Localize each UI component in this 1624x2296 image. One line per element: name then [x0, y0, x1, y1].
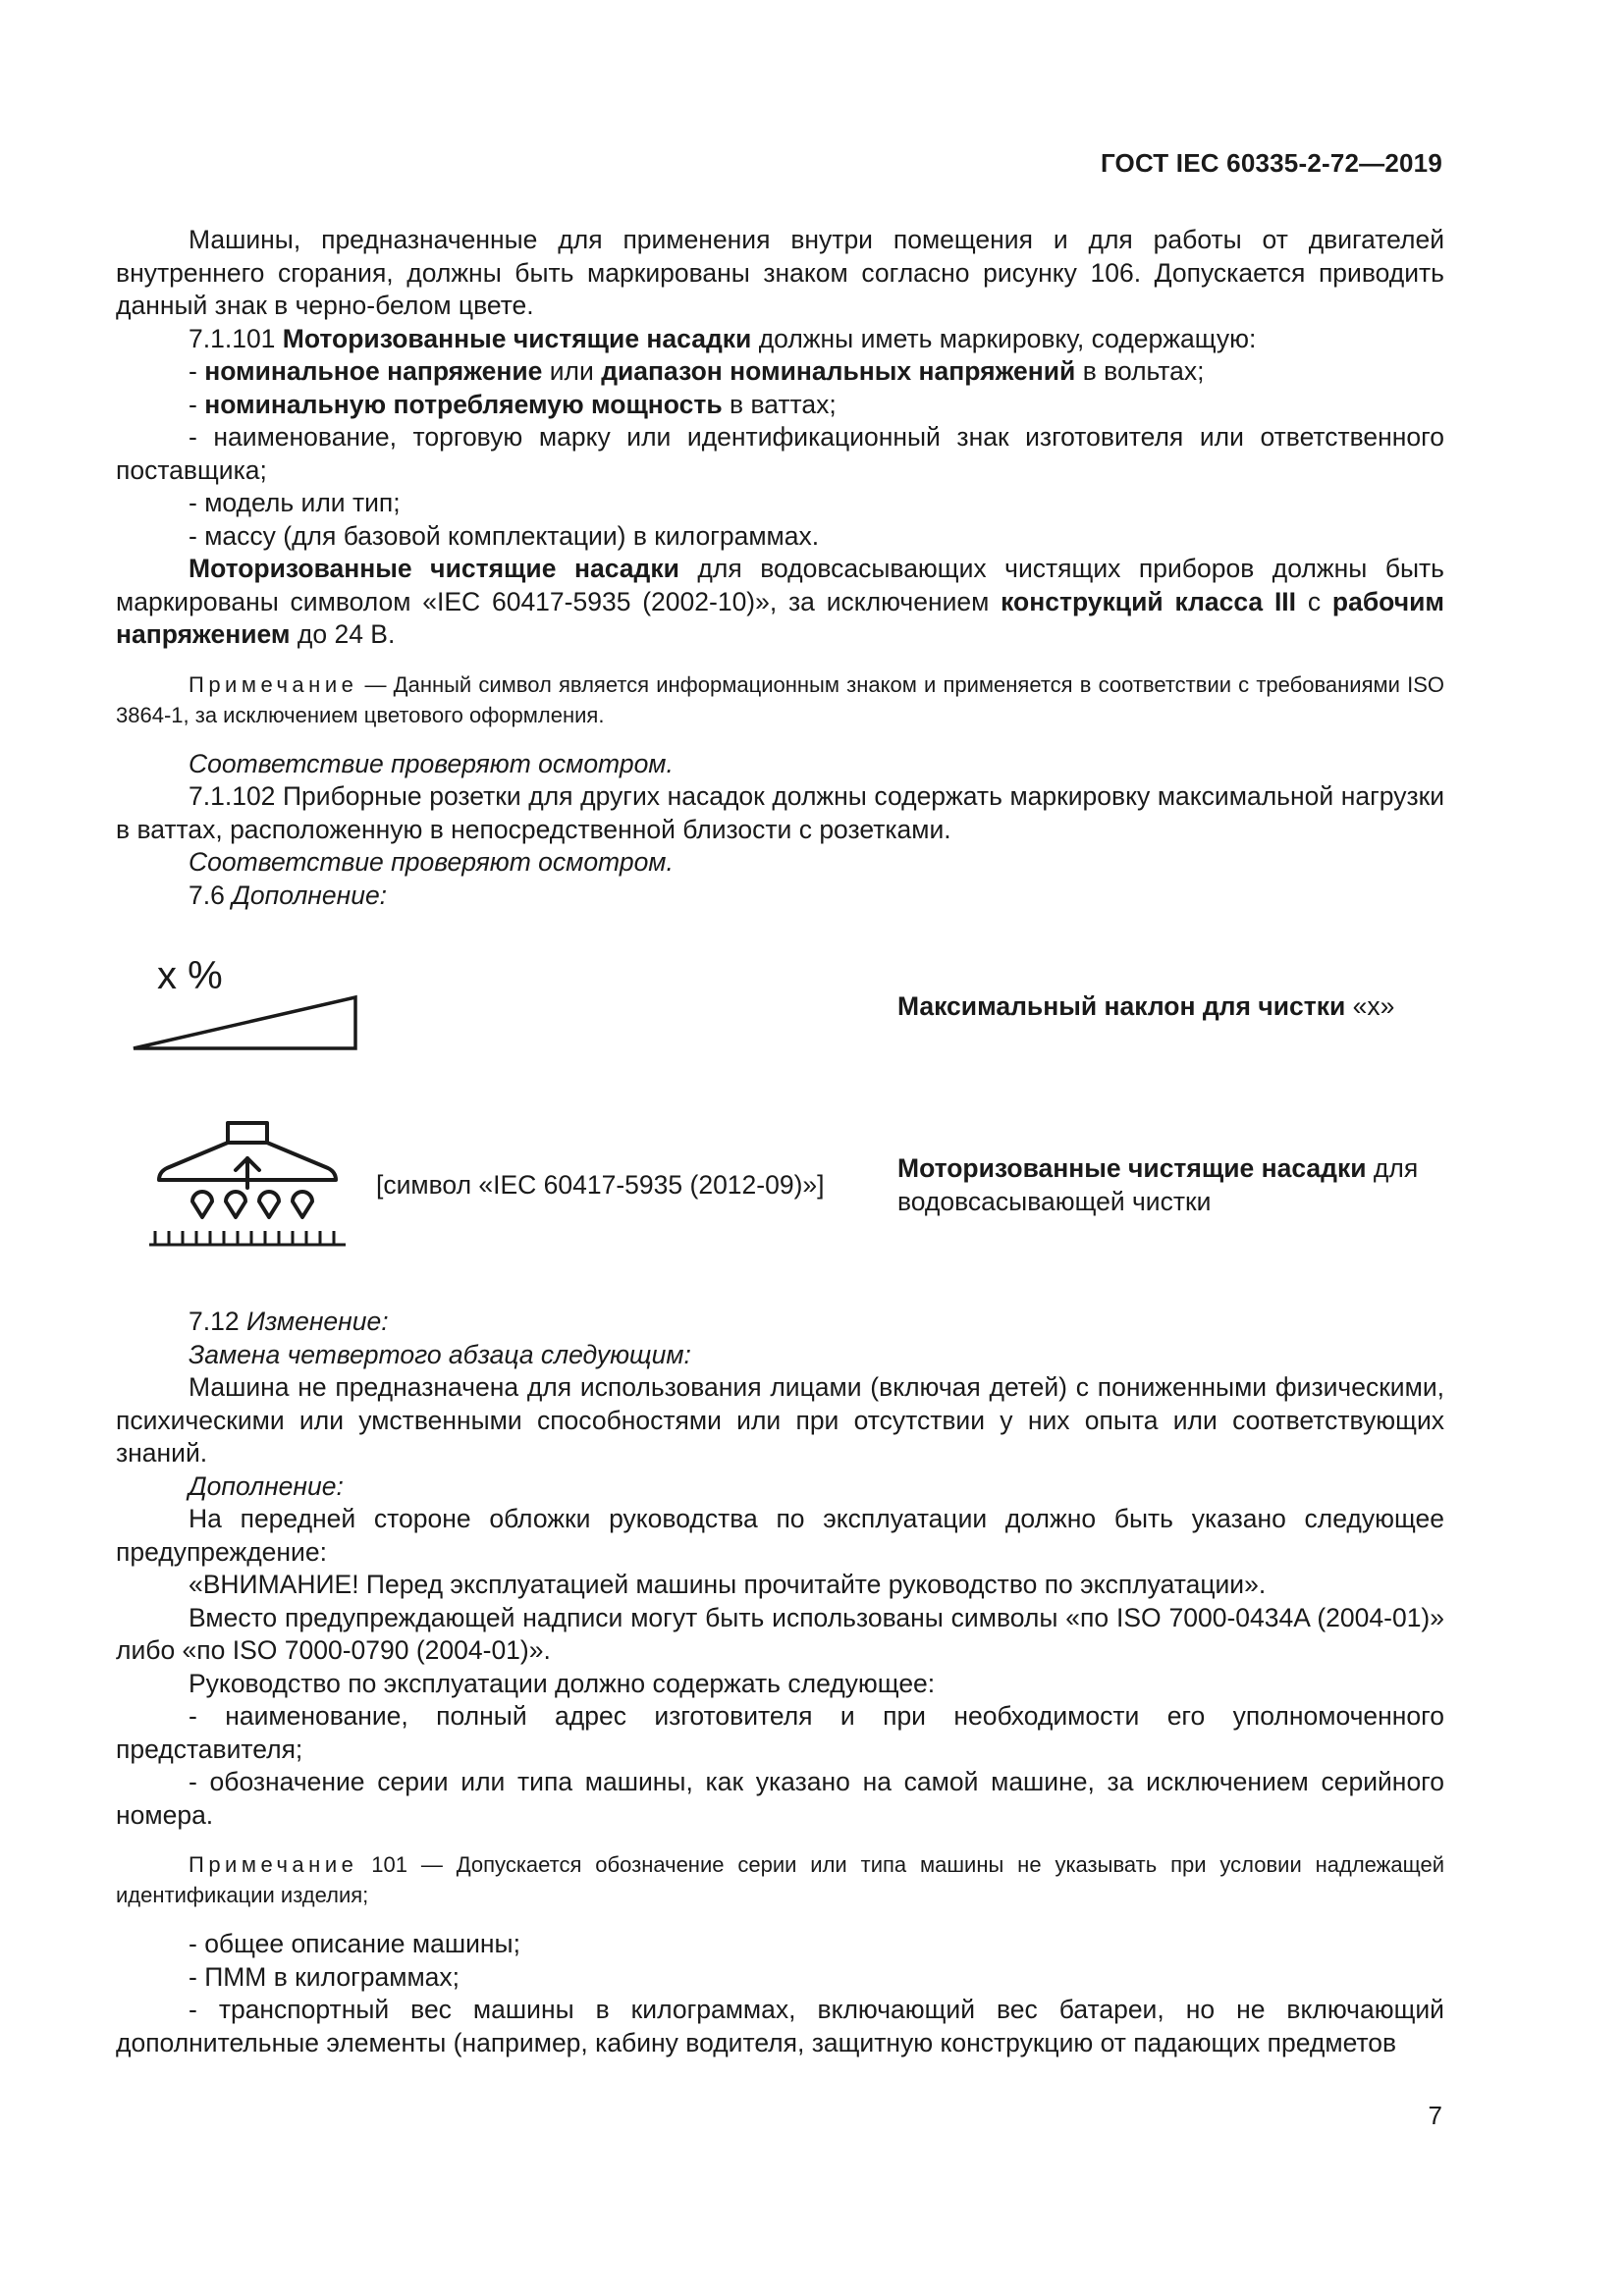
slope-description: Максимальный наклон для чистки «x»	[897, 991, 1395, 1021]
text-block-2	[116, 1306, 1444, 2059]
list-item: - ПММ в килограммах;	[189, 1961, 460, 1992]
compliance-check: Соответствие проверяют осмотром.	[189, 847, 674, 877]
nozzle-symbol-reference: [символ «IEC 60417-5935 (2012-09)»]	[376, 1170, 825, 1200]
paragraph-manual-contents: Руководство по эксплуатации должно содержать следующее:	[189, 1668, 936, 1698]
slope-label: x %	[157, 954, 223, 997]
list-item: - наименование, полный адрес изготовителя и при необходимости его уполномоченного представителя;	[116, 1701, 1444, 1764]
note-101: Примечание 101 — Допускается обозначение серии или типа машины не указывать при условии надлежащей идентификации изделия;	[116, 1852, 1445, 1907]
list-item: - массу (для базовой комплектации) в килограммах.	[189, 520, 820, 551]
section-7-12: 7.12 Изменение:	[189, 1307, 389, 1336]
text-block-1	[116, 224, 1444, 912]
paragraph-warning-cover: На передней стороне обложки руководства по эксплуатации должно быть указано следующее предупреждение:	[116, 1504, 1444, 1567]
compliance-check: Соответствие проверяют осмотром.	[189, 748, 674, 778]
replace-instruction: Замена четвертого абзаца следующим:	[189, 1339, 691, 1369]
list-item: - обозначение серии или типа машины, как указано на самой машине, за исключением серийного номера.	[116, 1767, 1445, 1830]
paragraph-warning-text: «ВНИМАНИЕ! Перед эксплуатацией машины прочитайте руководство по эксплуатации».	[189, 1570, 1267, 1599]
addition-label: Дополнение:	[189, 1470, 344, 1501]
list-item: - общее описание машины;	[189, 1929, 520, 1958]
slope-icon	[130, 991, 361, 1054]
list-item: - модель или тип;	[189, 488, 401, 517]
paragraph-7-1-101: 7.1.101 Моторизованные чистящие насадки должны иметь маркировку, содержащую:	[189, 323, 1257, 353]
paragraph-7-1-102: 7.1.102 Приборные розетки для других насадок должны содержать маркировку максимальной нагрузки в ваттах, расположенную в непосредственной близости с розетками.	[116, 781, 1444, 844]
list-item: - наименование, торговую марку или идентификационный знак изготовителя или ответственного поставщика;	[116, 422, 1444, 485]
nozzle-description: Моторизованные чистящие насадки для водовсасывающей чистки	[897, 1153, 1419, 1216]
paragraph-not-intended: Машина не предназначена для использования лицами (включая детей) с пониженными физическими, психическими или умственными способностями или при отсутствии у них опыта или соответствующих знаний.	[116, 1372, 1444, 1468]
list-item: - номинальное напряжение или диапазон номинальных напряжений в вольтах;	[189, 356, 1205, 386]
list-item: - номинальную потребляемую мощность в ваттах;	[189, 389, 837, 419]
section-7-6: 7.6 Дополнение:	[189, 880, 388, 910]
list-item: - транспортный вес машины в килограммах, включающий вес батареи, но не включающий дополнительные элементы (например, кабину водителя, защитную конструкцию от падающих предметов	[116, 1995, 1444, 2057]
document-header: ГОСТ IEC 60335-2-72—2019	[1100, 148, 1442, 178]
page-number: 7	[1428, 2101, 1442, 2130]
paragraph-nozzle-symbol: Моторизованные чистящие насадки для водовсасывающих чистящих приборов должны быть маркированы символом «IEC 60417-5935 (2002-10)», за исключением конструкций класса III с рабочим напряжением до 24 В.	[116, 554, 1444, 649]
paragraph-iso-symbols: Вместо предупреждающей надписи могут быть использованы символы «по ISO 7000-0434A (2004-01)» либо «по ISO 7000-0790 (2004-01)».	[116, 1602, 1444, 1665]
nozzle-icon	[145, 1119, 350, 1249]
paragraph-marking-icons: Машины, предназначенные для применения внутри помещения и для работы от двигателей внутреннего сгорания, должны быть маркированы знаком согласно рисунку 106. Допускается приводить данный знак в черно-белом цвете.	[116, 225, 1444, 320]
note-1: Примечание — Данный символ является информационным знаком и применяется в соответствии с требованиями ISO 3864-1, за исключением цветового оформления.	[116, 671, 1444, 727]
